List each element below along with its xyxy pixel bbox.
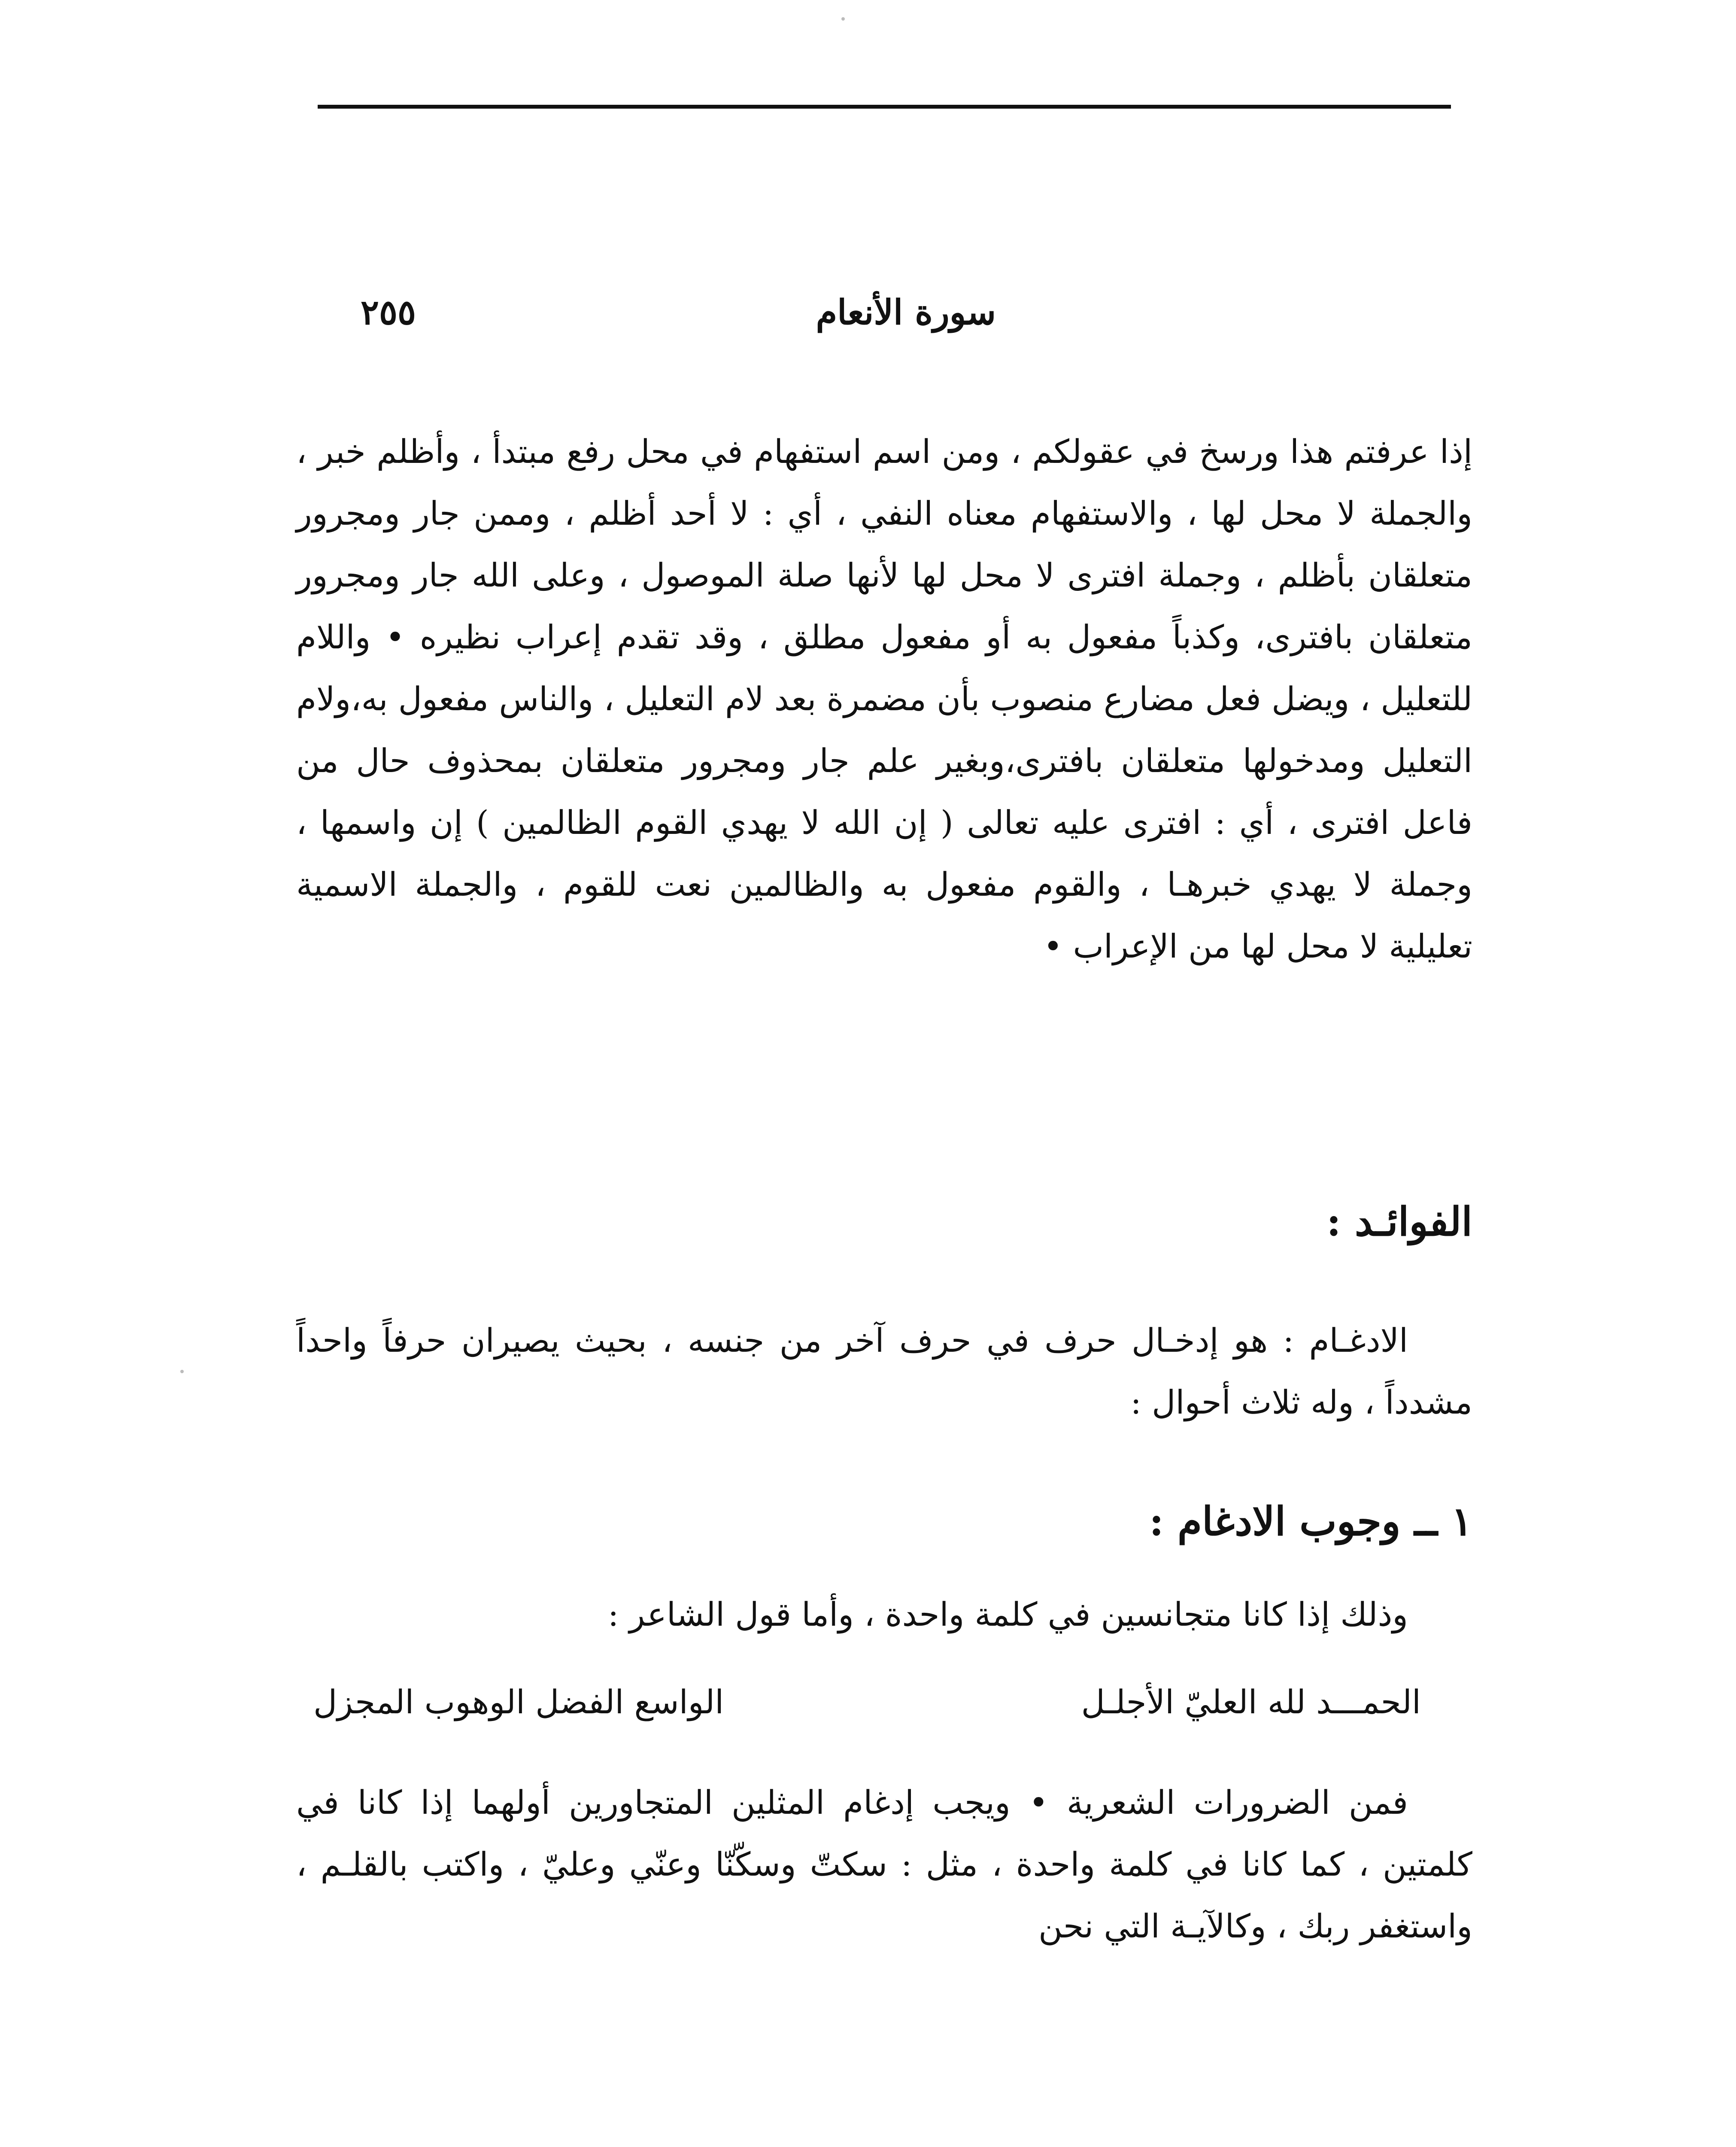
page-header bbox=[318, 275, 1451, 369]
page-content bbox=[296, 421, 1472, 1957]
verse-second-hemistich: الواسع الفضل الوهوب المجزل bbox=[313, 1683, 724, 1721]
surah-title: سورة الأنعام bbox=[816, 292, 996, 332]
scan-speck bbox=[180, 1370, 184, 1373]
section-1-closing: فمن الضرورات الشعرية • ويجب إدغام المثلين المتجاورين أولهما إذا كانا في كلمتين ، كما كانا في كلمة واحدة ، مثل : سكتّ وسكّنّا وعنّي وعليّ ، واكتب بالقلـم ، واستغفر ربك ، وكالآيـة التي نحن bbox=[296, 1783, 1472, 1945]
verse-first-hemistich: الحمـــد لله العليّ الأجلـل bbox=[1081, 1683, 1421, 1721]
fawaid-paragraph: الادغـام : هو إدخـال حرف في حرف آخر من جنسه ، بحيث يصيران حرفاً واحداً مشدداً ، وله ثلاث أحوال : bbox=[296, 1321, 1472, 1421]
section-1-intro: وذلك إذا كانا متجانسين في كلمة واحدة ، وأما قول الشاعر : bbox=[607, 1595, 1408, 1633]
header-divider bbox=[318, 105, 1451, 109]
scan-speck bbox=[841, 17, 845, 21]
intro-paragraph: إذا عرفتم هذا ورسخ في عقولكم ، ومن اسم استفهام في محل رفع مبتدأ ، وأظلم خبر ، والجملة لا محل لها ، والاستفهام معناه النفي ، أي : لا أحد أظلم ، وممن جار ومجرور متعلقان بأظلم ، وجملة افترى لا محل لها لأنها صلة الموصول ، وعلى الله جار ومجرور متعلقان بافترى، وكذباً مفعول به أو مفعول مطلق ، وقد تقدم إعراب نظيره • واللام للتعليل ، ويضل فعل مضارع منصوب بأن مضمرة بعد لام التعليل ، والناس مفعول به،ولام التعليل ومدخولها متعلقان بافترى،وبغير علم جار ومجرور متعلقان بمحذوف حال من فاعل افترى ، أي : افترى عليه تعالى ( إن الله لا يهدي القوم الظالمين ) إن واسمها ، وجملة لا يهدي خبرهـا ، والقوم مفعول به والظالمين نعت للقوم ، والجملة الاسمية تعليلية لا محل لها من الإعراب • bbox=[296, 432, 1472, 965]
section-1-heading: ١ ــ وجوب الادغام : bbox=[1149, 1498, 1472, 1545]
poetry-verse bbox=[296, 1671, 1472, 1733]
page-number: ٢٥٥ bbox=[361, 292, 416, 332]
fawaid-heading: الفوائـد : bbox=[1326, 1198, 1472, 1245]
